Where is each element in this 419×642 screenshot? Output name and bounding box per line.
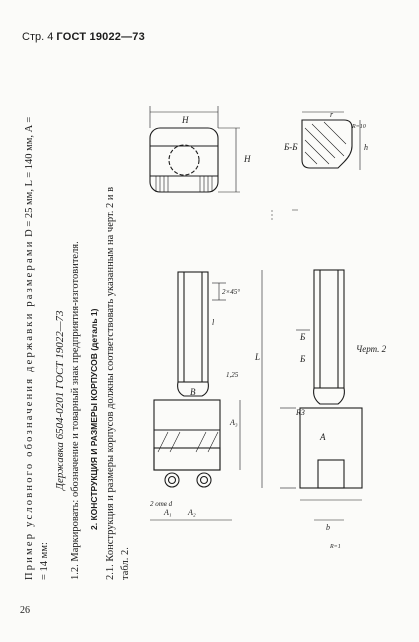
label-r-note: R=10 [352,124,366,130]
page-number: 26 [20,605,30,616]
label-a: A [320,432,326,442]
example-line-2: = 14 мм: [39,542,50,580]
example-spaced-text: Пример условного обозначения державки размерами [24,239,35,580]
section-2-heading: 2. КОНСТРУКЦИЯ И РАЗМЕРЫ КОРПУСОВ (деталь 1) [89,308,99,530]
label-bottom-note: R=1 [330,544,341,550]
header-page-prefix: Стр. 4 [22,31,54,43]
label-a2: A₂ [188,508,196,517]
item-1-2: 1.2. Маркировать: обозначение и товарный знак предприятия-изготовителя. [70,241,81,580]
label-b-small: b [326,523,330,532]
item-2-1-line-2: табл. 2. [120,547,131,580]
label-r: r [330,110,334,119]
label-L: L [255,352,261,362]
label-section-bb: Б-Б [284,142,298,152]
label-a1: A₁ [164,508,172,517]
label-r3: R3 [296,408,305,417]
section-bb-view [302,112,360,170]
end-view [150,106,240,192]
label-section-b-1: Б [300,332,306,342]
label-holes: 2 отв d [150,500,173,508]
item-2-1-line-1: 2.1. Конструкция и размеры корпусов должны соответствовать указанным на черт. 2 и в [105,186,116,580]
label-angle: 2×45° [222,288,241,296]
label-surface: 1,25 [226,371,239,379]
example-dimensions: D = 25 мм, L = 140 мм, A = [24,116,35,240]
label-section-b-2: Б [300,354,306,364]
designation-example: Державка 6504-0201 ГОСТ 19022—73 [54,310,66,490]
label-a3: A₃ [230,418,238,427]
label-h-side: H [244,154,251,164]
figure-caption: Черт. 2 [356,344,387,354]
label-h: h [364,143,368,152]
header-gost-number: ГОСТ 19022—73 [56,31,145,43]
label-l: l [212,318,215,327]
label-h-top: H [182,115,189,125]
plan-view [262,270,362,520]
label-b: B [190,387,196,397]
